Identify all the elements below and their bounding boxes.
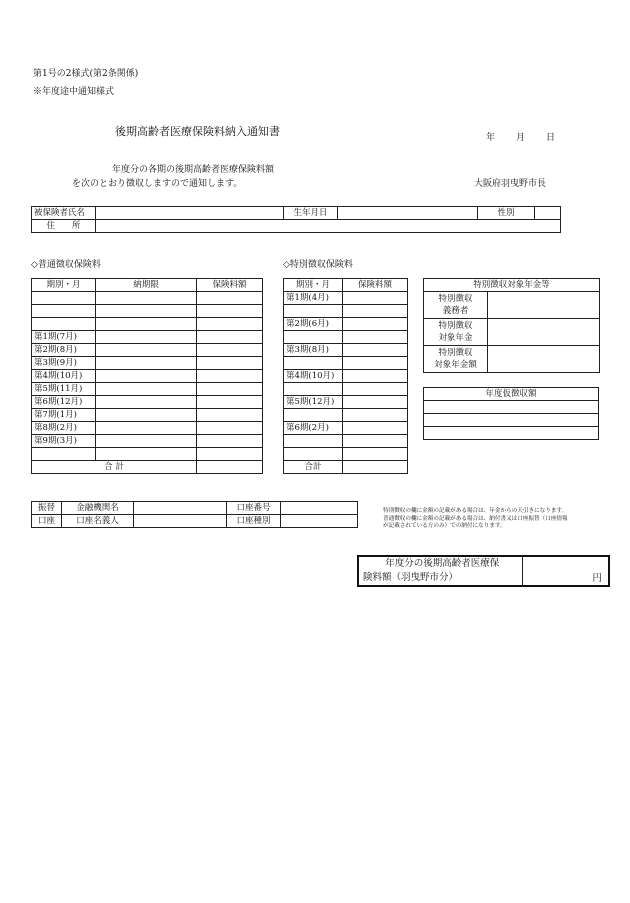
- special-amount-cell: [343, 318, 408, 331]
- provisional-cell: [424, 414, 599, 427]
- ordinary-period-cell: [32, 305, 96, 318]
- special-row: [284, 422, 408, 435]
- obligor-label-line1: 特別徴収: [438, 294, 473, 304]
- account-holder-label: 口座名義人: [62, 515, 134, 528]
- ordinary-row: [32, 409, 263, 422]
- ordinary-row: [32, 318, 263, 331]
- birth-label: 生年月日: [284, 207, 338, 220]
- ordinary-period-cell: [32, 448, 96, 461]
- ordinary-amount-cell: [197, 409, 263, 422]
- target-pension-line1: 特別徴収: [438, 321, 473, 331]
- pension-heading: 特別徴収対象年金等: [424, 279, 600, 292]
- account-number-label: 口座番号: [227, 502, 281, 515]
- special-table: [283, 278, 408, 474]
- ordinary-due-cell: [96, 305, 197, 318]
- ordinary-header-amount: 保険料額: [197, 279, 263, 292]
- special-amount-cell: [343, 344, 408, 357]
- ordinary-period-cell: 第5期(11月): [32, 383, 96, 396]
- bank-label-top: 振替: [32, 502, 62, 515]
- ordinary-row: [32, 331, 263, 344]
- special-period-cell: [284, 448, 343, 461]
- ordinary-header-due: 納期限: [96, 279, 197, 292]
- page-title: 後期高齢者医療保険料納入通知書: [115, 125, 280, 138]
- provisional-heading: 年度仮徴収額: [424, 388, 599, 401]
- ordinary-table: [31, 278, 263, 474]
- target-pension-line2: 対象年金: [438, 333, 473, 343]
- ordinary-row: [32, 292, 263, 305]
- special-row: [284, 383, 408, 396]
- ordinary-period-cell: 第7期(1月): [32, 409, 96, 422]
- ordinary-amount-cell: [197, 396, 263, 409]
- ordinary-row: [32, 383, 263, 396]
- pension-amount-line2: 対象年金額: [434, 360, 477, 370]
- ordinary-period-cell: [32, 318, 96, 331]
- special-row: [284, 331, 408, 344]
- ordinary-row: [32, 422, 263, 435]
- special-period-cell: [284, 331, 343, 344]
- summary-amount-cell: [522, 556, 609, 586]
- ordinary-period-cell: 第2期(8月): [32, 344, 96, 357]
- ordinary-total-row: [32, 461, 263, 474]
- ordinary-period-cell: 第6期(12月): [32, 396, 96, 409]
- special-amount-cell: [343, 370, 408, 383]
- ordinary-amount-cell: [197, 422, 263, 435]
- date-month-label: 月: [516, 133, 526, 143]
- ordinary-amount-cell: [197, 357, 263, 370]
- special-header-amount: 保険料額: [343, 279, 408, 292]
- note-line-3: が記載されている方のみ）での納付になります。: [383, 523, 506, 529]
- ordinary-amount-cell: [197, 305, 263, 318]
- insured-info-table: [31, 206, 561, 233]
- obligor-value: [488, 292, 600, 319]
- institution-value: [134, 502, 227, 515]
- special-row: [284, 357, 408, 370]
- ordinary-total-value: [197, 461, 263, 474]
- provisional-row: [424, 414, 599, 427]
- provisional-row: [424, 427, 599, 440]
- special-period-cell: 第2期(6月): [284, 318, 343, 331]
- special-row: [284, 370, 408, 383]
- special-row: [284, 396, 408, 409]
- ordinary-due-cell: [96, 292, 197, 305]
- special-period-cell: 第3期(8月): [284, 344, 343, 357]
- special-total-value: [343, 461, 408, 474]
- special-period-cell: 第6期(2月): [284, 422, 343, 435]
- provisional-row: [424, 401, 599, 414]
- special-row: [284, 305, 408, 318]
- target-pension-label: [424, 319, 488, 346]
- note-line-2: 普通徴収の欄に金額の記載がある場合は、納付書又は口座振替（口座情報: [383, 515, 568, 522]
- issuer-name: 大阪府羽曳野市長: [474, 179, 547, 189]
- intro-line-1: 年度分の各期の後期高齢者医療保険料額: [112, 165, 275, 175]
- special-period-cell: [284, 435, 343, 448]
- address-label: 住 所: [32, 220, 96, 233]
- special-period-cell: [284, 305, 343, 318]
- sex-label: 性別: [478, 207, 535, 220]
- special-amount-cell: [343, 331, 408, 344]
- note-line-1: 特別徴収の欄に金額の記載がある場合は、年金からの天引きになります。: [383, 508, 568, 514]
- bank-account-table: [31, 501, 358, 528]
- sex-value: [535, 207, 561, 220]
- special-period-cell: [284, 409, 343, 422]
- ordinary-due-cell: [96, 422, 197, 435]
- ordinary-amount-cell: [197, 383, 263, 396]
- special-row: [284, 344, 408, 357]
- ordinary-row: [32, 344, 263, 357]
- birth-value: [338, 207, 478, 220]
- ordinary-header-period: 期別・月: [32, 279, 96, 292]
- ordinary-row: [32, 396, 263, 409]
- special-amount-cell: [343, 409, 408, 422]
- account-type-label: 口座種別: [227, 515, 281, 528]
- obligor-label: [424, 292, 488, 319]
- ordinary-row: [32, 435, 263, 448]
- form-number: 第1号の2様式(第2条関係): [33, 69, 139, 79]
- special-amount-cell: [343, 422, 408, 435]
- ordinary-total-label: 合 計: [32, 461, 197, 474]
- date-year-label: 年: [486, 133, 496, 143]
- ordinary-row: [32, 448, 263, 461]
- name-value: [96, 207, 284, 220]
- ordinary-amount-cell: [197, 448, 263, 461]
- form-subtitle: ※年度途中通知様式: [33, 87, 115, 97]
- ordinary-row: [32, 305, 263, 318]
- intro-line-2: を次のとおり徴収しますので通知します。: [72, 179, 243, 189]
- pension-amount-line1: 特別徴収: [438, 348, 473, 358]
- ordinary-row: [32, 357, 263, 370]
- summary-label-line1: 年度分の後期高齢者医療保: [385, 558, 500, 569]
- special-amount-cell: [343, 383, 408, 396]
- account-type-value: [281, 515, 358, 528]
- special-row: [284, 318, 408, 331]
- summary-label: [358, 556, 522, 586]
- provisional-cell: [424, 427, 599, 440]
- ordinary-due-cell: [96, 409, 197, 422]
- ordinary-heading: ◇普通徴収保険料: [31, 260, 101, 270]
- pension-amount-value: [488, 346, 600, 373]
- ordinary-due-cell: [96, 435, 197, 448]
- ordinary-amount-cell: [197, 435, 263, 448]
- provisional-table: [423, 387, 599, 440]
- provisional-cell: [424, 401, 599, 414]
- ordinary-due-cell: [96, 318, 197, 331]
- special-total-label: 合計: [284, 461, 343, 474]
- ordinary-due-cell: [96, 370, 197, 383]
- yen-unit: 円: [592, 572, 602, 584]
- ordinary-due-cell: [96, 357, 197, 370]
- pension-table: [423, 278, 600, 373]
- special-period-cell: 第4期(10月): [284, 370, 343, 383]
- special-amount-cell: [343, 292, 408, 305]
- ordinary-period-cell: 第3期(9月): [32, 357, 96, 370]
- ordinary-amount-cell: [197, 370, 263, 383]
- address-value: [96, 220, 561, 233]
- institution-label: 金融機関名: [62, 502, 134, 515]
- special-period-cell: [284, 383, 343, 396]
- special-row: [284, 435, 408, 448]
- special-total-row: [284, 461, 408, 474]
- ordinary-amount-cell: [197, 318, 263, 331]
- ordinary-due-cell: [96, 383, 197, 396]
- special-amount-cell: [343, 357, 408, 370]
- pension-amount-label: [424, 346, 488, 373]
- special-amount-cell: [343, 448, 408, 461]
- account-holder-value: [134, 515, 227, 528]
- bank-label-bottom: 口座: [32, 515, 62, 528]
- special-period-cell: 第5期(12月): [284, 396, 343, 409]
- name-label: 被保険者氏名: [32, 207, 96, 220]
- ordinary-amount-cell: [197, 344, 263, 357]
- special-period-cell: 第1期(4月): [284, 292, 343, 305]
- ordinary-period-cell: 第4期(10月): [32, 370, 96, 383]
- ordinary-amount-cell: [197, 292, 263, 305]
- ordinary-row: [32, 370, 263, 383]
- special-row: [284, 292, 408, 305]
- special-amount-cell: [343, 396, 408, 409]
- summary-label-line2: 険料額（羽曳野市分）: [363, 572, 459, 583]
- special-period-cell: [284, 357, 343, 370]
- ordinary-period-cell: [32, 292, 96, 305]
- ordinary-due-cell: [96, 331, 197, 344]
- ordinary-amount-cell: [197, 331, 263, 344]
- summary-table: [357, 555, 610, 587]
- notes-block: [383, 508, 568, 531]
- ordinary-period-cell: 第8期(2月): [32, 422, 96, 435]
- special-row: [284, 409, 408, 422]
- ordinary-due-cell: [96, 396, 197, 409]
- obligor-label-line2: 義務者: [442, 306, 469, 316]
- ordinary-due-cell: [96, 448, 197, 461]
- date-day-label: 日: [546, 133, 556, 143]
- target-pension-value: [488, 319, 600, 346]
- account-number-value: [281, 502, 358, 515]
- special-row: [284, 448, 408, 461]
- ordinary-due-cell: [96, 344, 197, 357]
- special-amount-cell: [343, 435, 408, 448]
- ordinary-period-cell: 第9期(3月): [32, 435, 96, 448]
- special-heading: ◇特別徴収保険料: [283, 260, 353, 270]
- special-amount-cell: [343, 305, 408, 318]
- ordinary-period-cell: 第1期(7月): [32, 331, 96, 344]
- special-header-period: 期別・月: [284, 279, 343, 292]
